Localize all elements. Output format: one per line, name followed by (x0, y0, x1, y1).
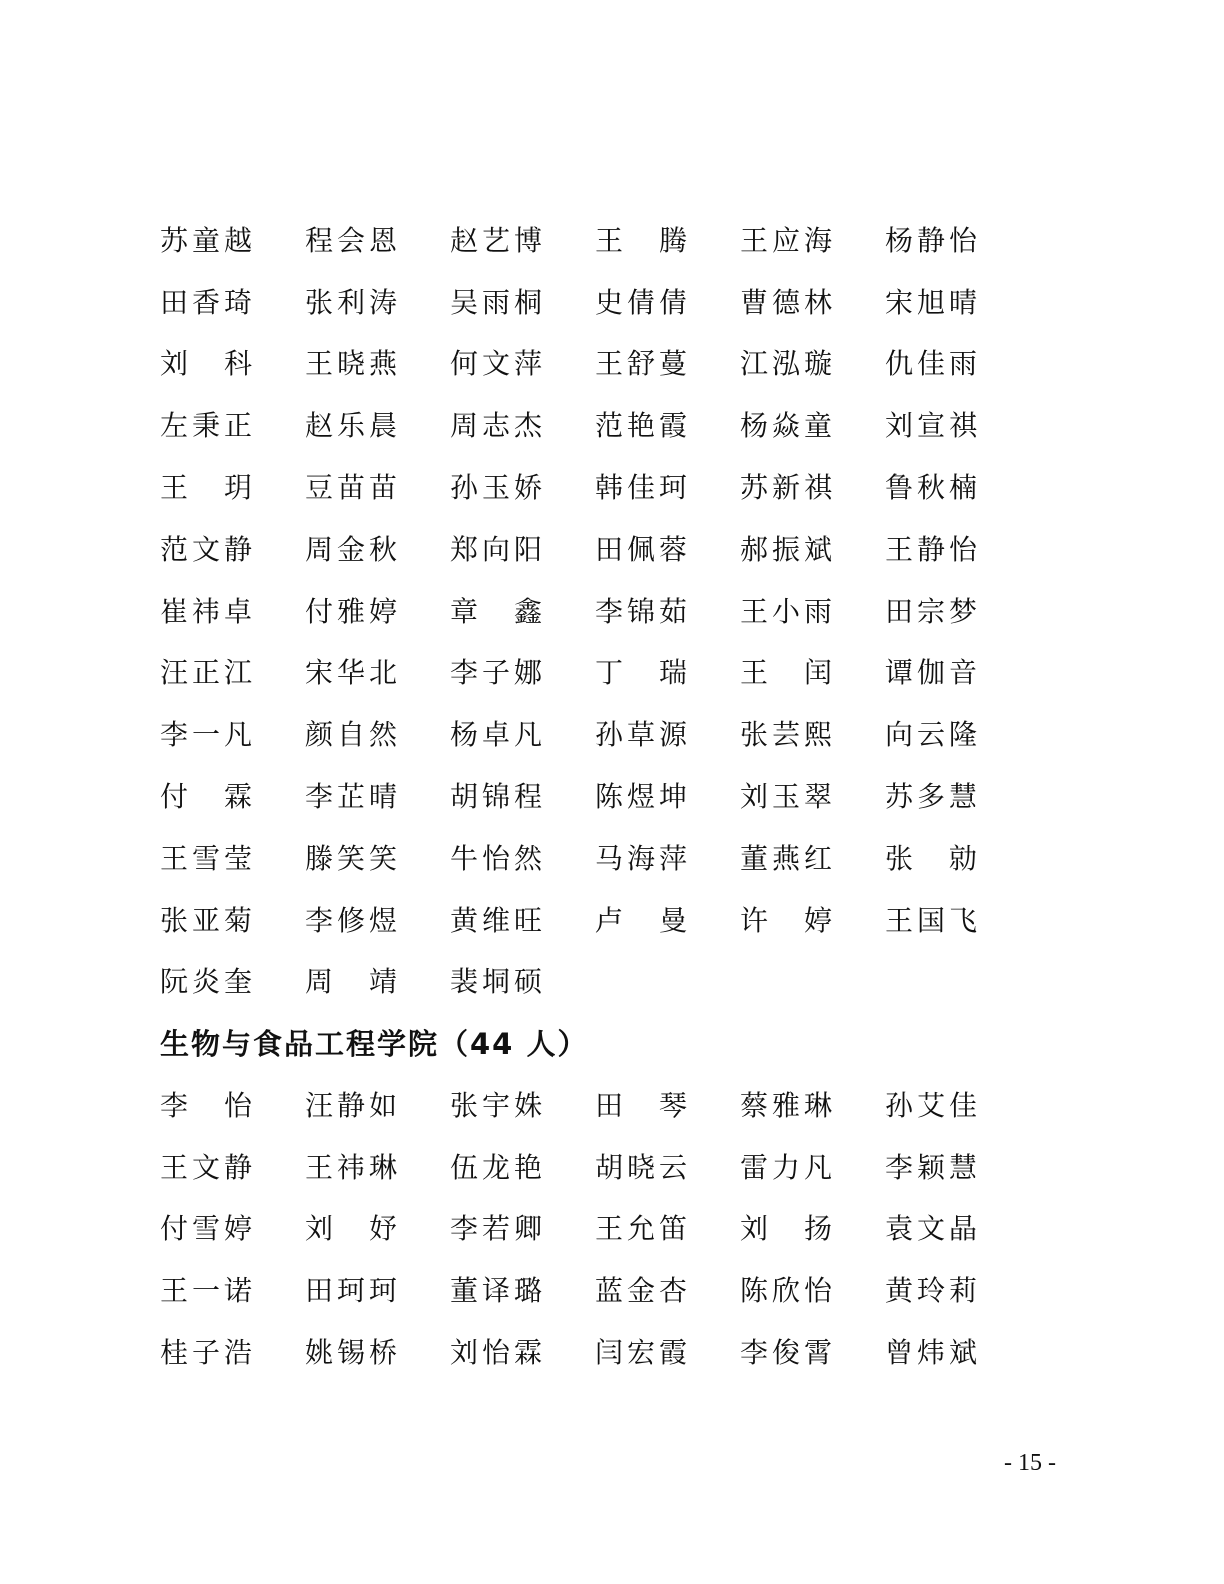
name-text: 王舒蔓 (595, 347, 692, 381)
name-text: 丁 瑞 (595, 656, 692, 690)
name-text: 付雪婷 (160, 1212, 257, 1246)
name-text: 李俊霄 (740, 1336, 837, 1370)
person-name (595, 641, 740, 703)
person-name (595, 826, 740, 888)
name-text: 桂子浩 (160, 1336, 257, 1370)
person-name (160, 455, 305, 517)
name-text: 孙玉娇 (450, 471, 547, 505)
name-text: 刘宣祺 (885, 409, 982, 443)
name-text: 鲁秋楠 (885, 471, 982, 505)
person-name (305, 1135, 450, 1197)
name-text: 闫宏霞 (595, 1336, 692, 1370)
name-text: 黄维旺 (450, 903, 547, 937)
name-text: 周 靖 (305, 965, 402, 999)
person-name (595, 208, 740, 270)
person-name (740, 641, 885, 703)
person-name (450, 950, 595, 1012)
name-text: 江泓璇 (740, 347, 837, 381)
person-name (450, 332, 595, 394)
person-name (305, 208, 450, 270)
person-name (740, 579, 885, 641)
person-name (595, 517, 740, 579)
person-name (305, 270, 450, 332)
person-name (885, 517, 1030, 579)
person-name (160, 1073, 305, 1135)
name-text: 曾炜斌 (885, 1336, 982, 1370)
person-name (305, 517, 450, 579)
name-text: 牛怡然 (450, 841, 547, 875)
person-name (595, 1320, 740, 1382)
person-name (885, 1320, 1030, 1382)
name-text: 汪正江 (160, 656, 257, 690)
name-text: 许 婷 (740, 903, 837, 937)
person-name (160, 1258, 305, 1320)
person-name (595, 888, 740, 950)
name-text: 张芸熙 (740, 718, 837, 752)
person-name (160, 702, 305, 764)
name-text: 李一凡 (160, 718, 257, 752)
person-name (450, 764, 595, 826)
name-text: 王文静 (160, 1150, 257, 1184)
name-text: 王一诺 (160, 1274, 257, 1308)
person-name (595, 764, 740, 826)
name-grid (160, 208, 1030, 1011)
person-name (595, 393, 740, 455)
name-text: 郝振斌 (740, 532, 837, 566)
name-text: 周志杰 (450, 409, 547, 443)
name-text: 仇佳雨 (885, 347, 982, 381)
person-name (885, 332, 1030, 394)
name-text: 何文萍 (450, 347, 547, 381)
name-text: 左秉正 (160, 409, 257, 443)
name-list-section-1 (160, 208, 1030, 1011)
name-text: 阮炎奎 (160, 965, 257, 999)
person-name (885, 455, 1030, 517)
person-name (740, 888, 885, 950)
person-name (160, 1197, 305, 1259)
person-name (885, 393, 1030, 455)
name-text: 滕笑笑 (305, 841, 402, 875)
name-text: 王小雨 (740, 594, 837, 628)
person-name (305, 1197, 450, 1259)
name-text: 范艳霞 (595, 409, 692, 443)
person-name (305, 702, 450, 764)
person-name (450, 702, 595, 764)
name-text: 姚锡桥 (305, 1336, 402, 1370)
person-name (450, 455, 595, 517)
person-name (740, 826, 885, 888)
person-name (740, 1320, 885, 1382)
name-text: 吴雨桐 (450, 285, 547, 319)
person-name (305, 888, 450, 950)
name-text: 豆苗苗 (305, 471, 402, 505)
person-name (160, 270, 305, 332)
person-name (450, 208, 595, 270)
name-text: 王祎琳 (305, 1150, 402, 1184)
name-grid (160, 1073, 1030, 1382)
name-text: 刘 妤 (305, 1212, 402, 1246)
person-name (450, 1258, 595, 1320)
name-text: 杨焱童 (740, 409, 837, 443)
name-list-section-2 (160, 1073, 1030, 1382)
name-text: 崔祎卓 (160, 594, 257, 628)
name-text: 王允笛 (595, 1212, 692, 1246)
person-name (305, 1073, 450, 1135)
name-text: 王静怡 (885, 532, 982, 566)
name-text: 范文静 (160, 532, 257, 566)
person-name (740, 270, 885, 332)
person-name (160, 393, 305, 455)
person-name (885, 579, 1030, 641)
person-name (305, 641, 450, 703)
name-text: 程会恩 (305, 223, 402, 257)
person-name (740, 393, 885, 455)
name-text: 刘 扬 (740, 1212, 837, 1246)
name-text: 马海萍 (595, 841, 692, 875)
name-text: 王 闰 (740, 656, 837, 690)
person-name (885, 1135, 1030, 1197)
person-name (450, 826, 595, 888)
name-text: 董译璐 (450, 1274, 547, 1308)
person-name (450, 1320, 595, 1382)
name-text: 伍龙艳 (450, 1150, 547, 1184)
person-name (740, 1258, 885, 1320)
person-name (595, 1073, 740, 1135)
name-text: 杨卓凡 (450, 718, 547, 752)
name-text: 裴垌硕 (450, 965, 547, 999)
name-text: 王国飞 (885, 903, 982, 937)
name-text: 付雅婷 (305, 594, 402, 628)
person-name (885, 641, 1030, 703)
name-text: 赵乐晨 (305, 409, 402, 443)
name-text: 田 琴 (595, 1088, 692, 1122)
person-name (885, 270, 1030, 332)
person-name (885, 702, 1030, 764)
person-name (160, 1135, 305, 1197)
name-text: 李锦茹 (595, 594, 692, 628)
name-text: 向云隆 (885, 718, 982, 752)
person-name (450, 1135, 595, 1197)
name-text: 李子娜 (450, 656, 547, 690)
person-name (885, 208, 1030, 270)
person-name (305, 950, 450, 1012)
person-name (885, 826, 1030, 888)
person-name (160, 517, 305, 579)
person-name (450, 1073, 595, 1135)
name-text: 陈欣怡 (740, 1274, 837, 1308)
name-text: 孙草源 (595, 718, 692, 752)
person-name (160, 579, 305, 641)
name-text: 李修煜 (305, 903, 402, 937)
name-text: 王 腾 (595, 223, 692, 257)
person-name (595, 455, 740, 517)
name-text: 郑向阳 (450, 532, 547, 566)
name-text: 宋旭晴 (885, 285, 982, 319)
name-text: 曹德林 (740, 285, 837, 319)
page-number: - 15 - (1004, 1450, 1056, 1476)
person-name (595, 332, 740, 394)
person-name (160, 208, 305, 270)
person-name (740, 332, 885, 394)
person-name (160, 332, 305, 394)
person-name (305, 826, 450, 888)
person-name (305, 393, 450, 455)
name-text: 刘 科 (160, 347, 257, 381)
person-name (740, 517, 885, 579)
person-name (885, 888, 1030, 950)
person-name (885, 1258, 1030, 1320)
name-text: 汪静如 (305, 1088, 402, 1122)
person-name (595, 579, 740, 641)
name-text: 赵艺博 (450, 223, 547, 257)
name-text: 卢 曼 (595, 903, 692, 937)
person-name (450, 641, 595, 703)
name-text: 田宗梦 (885, 594, 982, 628)
name-text: 李 怡 (160, 1088, 257, 1122)
name-text: 蔡雅琳 (740, 1088, 837, 1122)
person-name (160, 641, 305, 703)
person-name (740, 455, 885, 517)
name-text: 李芷晴 (305, 780, 402, 814)
person-name (450, 1197, 595, 1259)
name-text: 王晓燕 (305, 347, 402, 381)
name-text: 胡锦程 (450, 780, 547, 814)
name-text: 李颖慧 (885, 1150, 982, 1184)
person-name (305, 455, 450, 517)
person-name (740, 702, 885, 764)
person-name (160, 826, 305, 888)
person-name (450, 579, 595, 641)
name-text: 王应海 (740, 223, 837, 257)
person-name (450, 888, 595, 950)
name-text: 章 鑫 (450, 594, 547, 628)
name-text: 蓝金杏 (595, 1274, 692, 1308)
name-text: 刘玉翠 (740, 780, 837, 814)
person-name (595, 270, 740, 332)
name-text: 周金秋 (305, 532, 402, 566)
person-name (740, 1073, 885, 1135)
person-name (595, 702, 740, 764)
name-text: 张 勍 (885, 841, 982, 875)
person-name (160, 1320, 305, 1382)
name-text: 陈煜坤 (595, 780, 692, 814)
name-text: 袁文晶 (885, 1212, 982, 1246)
person-name (160, 764, 305, 826)
person-name (740, 208, 885, 270)
person-name (160, 888, 305, 950)
name-text: 颜自然 (305, 718, 402, 752)
name-text: 张亚菊 (160, 903, 257, 937)
person-name (885, 764, 1030, 826)
name-text: 董燕红 (740, 841, 837, 875)
person-name (305, 1320, 450, 1382)
name-text: 杨静怡 (885, 223, 982, 257)
person-name (450, 393, 595, 455)
name-text: 孙艾佳 (885, 1088, 982, 1122)
person-name (595, 1135, 740, 1197)
section-heading: 生物与食品工程学院（44 人） (160, 1026, 589, 1061)
name-text: 苏多慧 (885, 780, 982, 814)
name-text: 史倩倩 (595, 285, 692, 319)
person-name (305, 332, 450, 394)
person-name (885, 1197, 1030, 1259)
person-name (740, 1197, 885, 1259)
person-name (595, 1197, 740, 1259)
person-name (305, 764, 450, 826)
name-text: 宋华北 (305, 656, 402, 690)
name-text: 张宇姝 (450, 1088, 547, 1122)
name-text: 张利涛 (305, 285, 402, 319)
name-text: 王 玥 (160, 471, 257, 505)
name-text: 付 霖 (160, 780, 257, 814)
name-text: 苏童越 (160, 223, 257, 257)
name-text: 李若卿 (450, 1212, 547, 1246)
name-text: 田香琦 (160, 285, 257, 319)
name-text: 胡晓云 (595, 1150, 692, 1184)
name-text: 刘怡霖 (450, 1336, 547, 1370)
name-text: 黄玲莉 (885, 1274, 982, 1308)
person-name (305, 1258, 450, 1320)
person-name (160, 950, 305, 1012)
name-text: 王雪莹 (160, 841, 257, 875)
person-name (740, 764, 885, 826)
person-name (885, 1073, 1030, 1135)
name-text: 谭伽音 (885, 656, 982, 690)
person-name (305, 579, 450, 641)
person-name (450, 270, 595, 332)
name-text: 田佩蓉 (595, 532, 692, 566)
person-name (595, 1258, 740, 1320)
name-text: 雷力凡 (740, 1150, 837, 1184)
name-text: 田珂珂 (305, 1274, 402, 1308)
person-name (450, 517, 595, 579)
name-text: 韩佳珂 (595, 471, 692, 505)
name-text: 苏新祺 (740, 471, 837, 505)
person-name (740, 1135, 885, 1197)
